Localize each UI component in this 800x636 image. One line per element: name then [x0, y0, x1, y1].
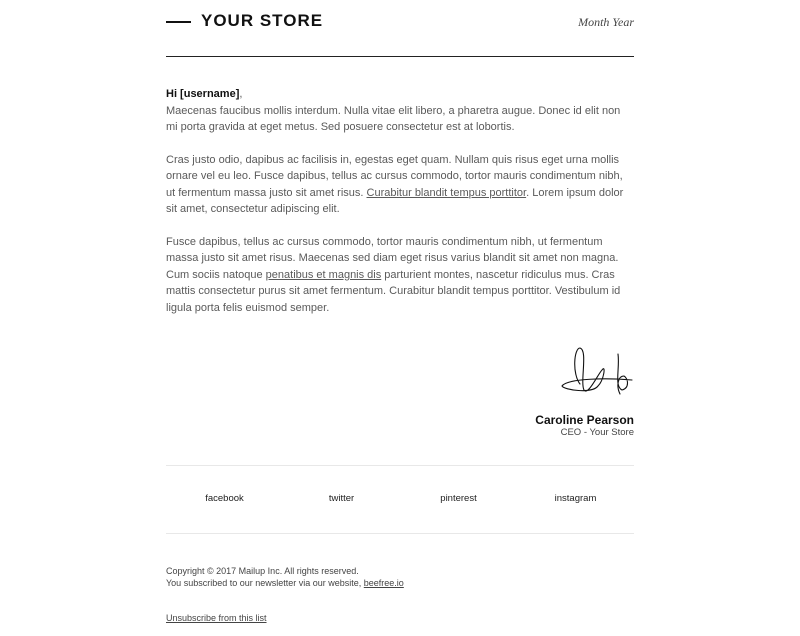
unsubscribe-link[interactable]: Unsubscribe from this list [166, 613, 267, 623]
greeting-punct: , [239, 88, 243, 100]
subscription-text: You subscribed to our newsletter via our website, [166, 577, 364, 588]
signature-image [558, 344, 636, 404]
paragraph-2-tail: . Lorem ipsum dolor sit amet, consectetur adipiscing elit. [166, 186, 624, 215]
social-links [166, 493, 634, 504]
social-divider-top [166, 465, 634, 466]
paragraph-3-tail: parturient montes, nascetur ridiculus mus. Cras mattis consectetur purus sit amet fermentum. Curabitur blandit tempus porttitor. Vestibulum id ligula porta felis euismod semper. [166, 268, 621, 314]
signer-title: CEO - Your Store [560, 427, 634, 438]
paragraph-2 [166, 152, 634, 218]
website-link[interactable]: beefree.io [363, 577, 404, 588]
copyright: Copyright © 2017 Mailup Inc. All rights reserved. [166, 566, 359, 576]
instagram-link[interactable]: instagram [554, 493, 597, 504]
paragraph-3-text: Fusce dapibus, tellus ac cursus commodo, tortor mauris condimentum nibh, ut fermentum massa justo sit amet risus. Maecenas sed diam eget risus varius blandit sit amet non magna. Cum sociis natoque [166, 235, 619, 281]
header-divider [166, 56, 634, 57]
issue-date: Month Year [578, 15, 634, 29]
paragraph-2-link[interactable]: Curabitur blandit tempus porttitor [366, 186, 527, 199]
twitter-link[interactable]: twitter [328, 493, 355, 504]
paragraph-1: Maecenas faucibus mollis interdum. Nulla vitae elit libero, a pharetra augue. Donec id elit non mi porta gravida at eget metus. Sed posuere consectetur est at lobortis. [166, 104, 621, 133]
greeting-line [166, 86, 634, 136]
greeting: Hi [username] [166, 88, 240, 100]
letter-body [166, 86, 634, 332]
logo-dash [166, 21, 191, 23]
paragraph-3-link[interactable]: penatibus et magnis dis [265, 268, 382, 281]
store-name: YOUR STORE [201, 11, 324, 30]
subscription-note [166, 578, 634, 590]
signer-name: Caroline Pearson [535, 413, 634, 427]
pinterest-link[interactable]: pinterest [440, 493, 477, 504]
footer [166, 566, 634, 589]
facebook-link[interactable]: facebook [205, 493, 244, 504]
paragraph-3 [166, 234, 634, 317]
paragraph-2-text: Cras justo odio, dapibus ac facilisis in, egestas eget quam. Nullam quis risus eget urna mollis ornare vel eu leo. Fusce dapibus, tellus ac cursus commodo, tortor mauris condimentum nibh, ut fermentum massa justo sit amet risus. [166, 153, 623, 199]
social-divider-bottom [166, 533, 634, 534]
